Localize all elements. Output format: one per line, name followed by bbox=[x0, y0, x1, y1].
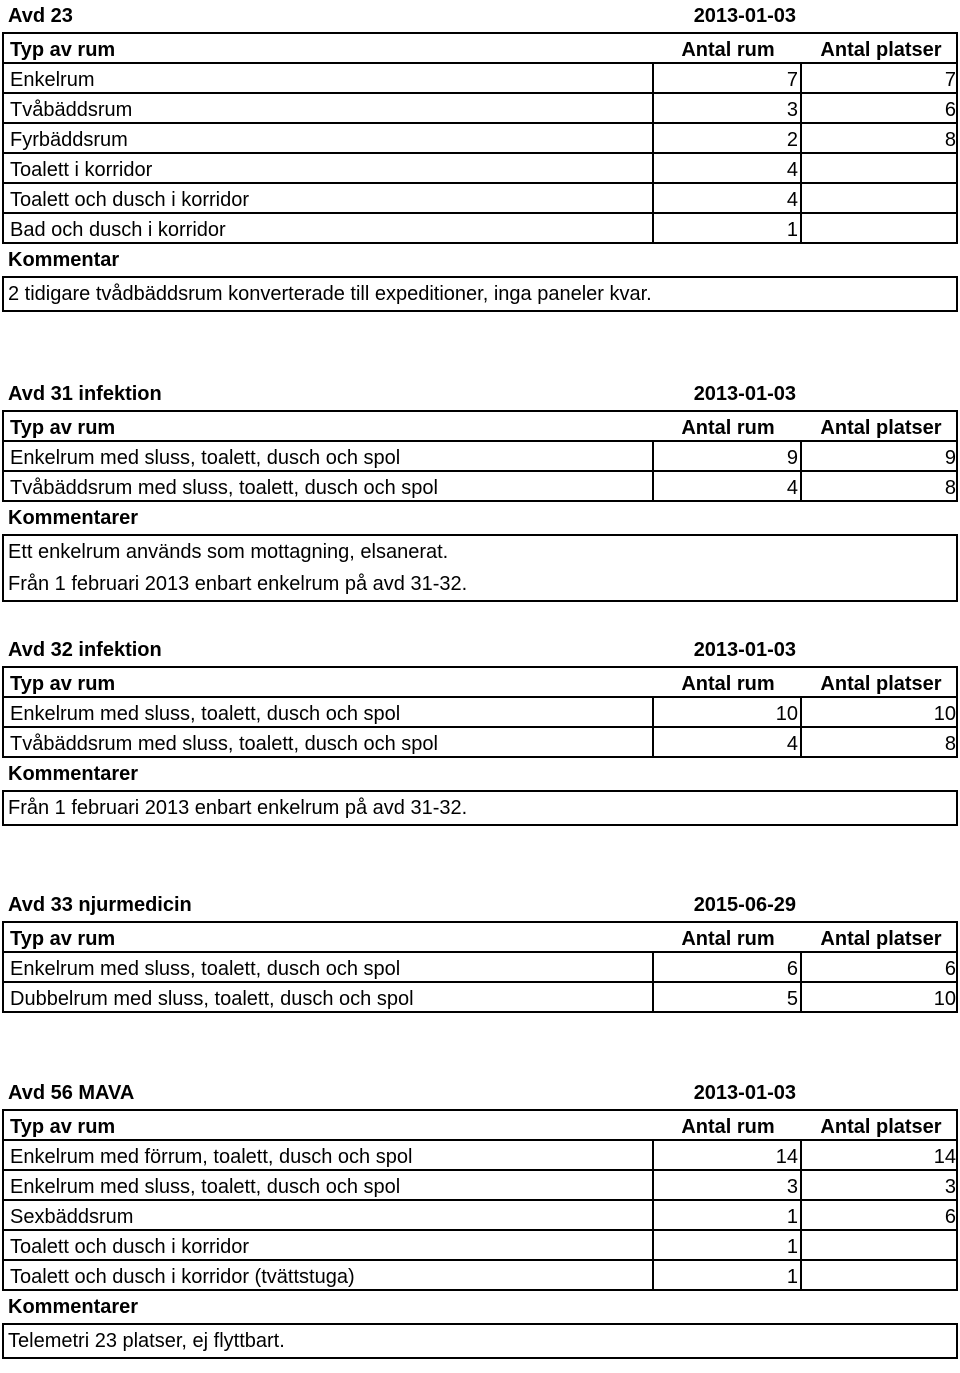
comment-label-row bbox=[2, 1291, 958, 1323]
comment-label-row bbox=[2, 758, 958, 790]
table-row bbox=[2, 62, 958, 94]
ward-section bbox=[2, 378, 958, 602]
ward-section bbox=[2, 1077, 958, 1359]
room-count-cell: 4 bbox=[786, 189, 798, 211]
comment-box bbox=[2, 1323, 958, 1359]
place-count-cell bbox=[802, 184, 960, 212]
table-row bbox=[2, 152, 958, 184]
table-row bbox=[2, 92, 958, 124]
ward-date: 2013-01-03 bbox=[693, 5, 796, 27]
place-count-cell: 6 bbox=[944, 958, 956, 980]
header-place-count: Antal platser bbox=[820, 928, 942, 950]
table-row bbox=[2, 726, 958, 758]
table-row bbox=[2, 1169, 958, 1201]
place-count-cell: 6 bbox=[944, 1206, 956, 1228]
table-row bbox=[2, 440, 958, 472]
place-count-cell bbox=[802, 214, 960, 242]
room-type-cell: Enkelrum bbox=[10, 69, 95, 91]
header-room-type: Typ av rum bbox=[10, 673, 116, 695]
room-count-cell: 6 bbox=[786, 958, 798, 980]
room-type-cell: Toalett och dusch i korridor bbox=[10, 189, 250, 211]
header-room-count: Antal rum bbox=[681, 39, 775, 61]
table-header-row bbox=[2, 32, 958, 64]
table-row bbox=[2, 981, 958, 1013]
room-type-cell: Enkelrum med sluss, toalett, dusch och spol bbox=[10, 447, 401, 469]
table-row bbox=[2, 122, 958, 154]
ward-title: Avd 31 infektion bbox=[8, 383, 162, 405]
ward-title-row bbox=[2, 634, 958, 666]
table-row bbox=[2, 470, 958, 502]
comment-label: Kommentar bbox=[8, 249, 120, 271]
comment-box bbox=[2, 790, 958, 826]
comment-label-row bbox=[2, 502, 958, 534]
room-type-cell: Enkelrum med sluss, toalett, dusch och spol bbox=[10, 703, 401, 725]
table-row bbox=[2, 696, 958, 728]
table-row bbox=[2, 1199, 958, 1231]
room-count-cell: 1 bbox=[786, 1206, 798, 1228]
header-place-count: Antal platser bbox=[820, 1116, 942, 1138]
table-header-row bbox=[2, 921, 958, 953]
room-count-cell: 7 bbox=[786, 69, 798, 91]
header-room-type: Typ av rum bbox=[10, 417, 116, 439]
ward-section bbox=[2, 0, 958, 312]
room-count-cell: 4 bbox=[786, 733, 798, 755]
room-count-cell: 4 bbox=[786, 159, 798, 181]
room-count-cell: 10 bbox=[775, 703, 798, 725]
place-count-cell: 6 bbox=[944, 99, 956, 121]
place-count-cell: 3 bbox=[944, 1176, 956, 1198]
place-count-cell: 14 bbox=[933, 1146, 956, 1168]
room-type-cell: Toalett och dusch i korridor bbox=[10, 1236, 250, 1258]
comment-label-row bbox=[2, 244, 958, 276]
ward-date: 2013-01-03 bbox=[693, 639, 796, 661]
header-room-count: Antal rum bbox=[681, 417, 775, 439]
place-count-cell: 8 bbox=[944, 129, 956, 151]
header-room-type: Typ av rum bbox=[10, 1116, 116, 1138]
table-row bbox=[2, 1139, 958, 1171]
table-row bbox=[2, 212, 958, 244]
header-room-count: Antal rum bbox=[681, 673, 775, 695]
room-type-cell: Toalett i korridor bbox=[10, 159, 153, 181]
ward-title-row bbox=[2, 0, 958, 32]
header-place-count: Antal platser bbox=[820, 417, 942, 439]
table-header-row bbox=[2, 410, 958, 442]
place-count-cell bbox=[802, 1261, 960, 1289]
place-count-cell: 10 bbox=[933, 703, 956, 725]
comment-label: Kommentarer bbox=[8, 1296, 139, 1318]
place-count-cell: 8 bbox=[944, 733, 956, 755]
room-count-cell: 1 bbox=[786, 219, 798, 241]
table-row bbox=[2, 951, 958, 983]
room-count-cell: 3 bbox=[786, 1176, 798, 1198]
room-type-cell: Tvåbäddsrum med sluss, toalett, dusch och spol bbox=[10, 477, 438, 499]
place-count-cell bbox=[802, 1231, 960, 1259]
ward-title-row bbox=[2, 889, 958, 921]
header-room-count: Antal rum bbox=[681, 928, 775, 950]
header-room-count: Antal rum bbox=[681, 1116, 775, 1138]
table-row bbox=[2, 1229, 958, 1261]
header-room-type: Typ av rum bbox=[10, 39, 116, 61]
room-count-cell: 9 bbox=[786, 447, 798, 469]
room-count-cell: 3 bbox=[786, 99, 798, 121]
table-row bbox=[2, 182, 958, 214]
ward-date: 2013-01-03 bbox=[693, 1082, 796, 1104]
place-count-cell: 7 bbox=[944, 69, 956, 91]
room-type-cell: Sexbäddsrum bbox=[10, 1206, 134, 1228]
ward-date: 2013-01-03 bbox=[693, 383, 796, 405]
comment-box bbox=[2, 276, 958, 312]
room-type-cell: Bad och dusch i korridor bbox=[10, 219, 226, 241]
room-type-cell: Tvåbäddsrum bbox=[10, 99, 133, 121]
header-place-count: Antal platser bbox=[820, 39, 942, 61]
comment-box bbox=[2, 534, 958, 602]
room-count-cell: 14 bbox=[775, 1146, 798, 1168]
ward-date: 2015-06-29 bbox=[693, 894, 796, 916]
header-room-type: Typ av rum bbox=[10, 928, 116, 950]
comment-label: Kommentarer bbox=[8, 763, 139, 785]
place-count-cell: 10 bbox=[933, 988, 956, 1010]
header-place-count: Antal platser bbox=[820, 673, 942, 695]
room-type-cell: Toalett och dusch i korridor (tvättstuga) bbox=[10, 1266, 355, 1288]
table-row bbox=[2, 1259, 958, 1291]
ward-title: Avd 32 infektion bbox=[8, 639, 162, 661]
ward-section bbox=[2, 634, 958, 826]
room-count-cell: 1 bbox=[786, 1236, 798, 1258]
place-count-cell: 9 bbox=[944, 447, 956, 469]
table-header-row bbox=[2, 1109, 958, 1141]
ward-section bbox=[2, 889, 958, 1013]
ward-title: Avd 23 bbox=[8, 5, 73, 27]
room-count-cell: 1 bbox=[786, 1266, 798, 1288]
room-type-cell: Enkelrum med sluss, toalett, dusch och spol bbox=[10, 958, 401, 980]
room-type-cell: Dubbelrum med sluss, toalett, dusch och spol bbox=[10, 988, 414, 1010]
comment-text: 2 tidigare tvådbäddsrum konverterade till expeditioner, inga paneler kvar. bbox=[8, 283, 652, 305]
place-count-cell: 8 bbox=[944, 477, 956, 499]
comment-text: Ett enkelrum används som mottagning, elsanerat. bbox=[8, 541, 449, 563]
ward-title-row bbox=[2, 378, 958, 410]
room-type-cell: Tvåbäddsrum med sluss, toalett, dusch och spol bbox=[10, 733, 438, 755]
room-count-cell: 4 bbox=[786, 477, 798, 499]
room-type-cell: Enkelrum med sluss, toalett, dusch och spol bbox=[10, 1176, 401, 1198]
comment-text: Telemetri 23 platser, ej flyttbart. bbox=[8, 1330, 285, 1352]
ward-title: Avd 56 MAVA bbox=[8, 1082, 135, 1104]
room-type-cell: Fyrbäddsrum bbox=[10, 129, 128, 151]
room-count-cell: 2 bbox=[786, 129, 798, 151]
comment-text: Från 1 februari 2013 enbart enkelrum på avd 31-32. bbox=[8, 797, 468, 819]
room-count-cell: 5 bbox=[786, 988, 798, 1010]
ward-title: Avd 33 njurmedicin bbox=[8, 894, 192, 916]
comment-label: Kommentarer bbox=[8, 507, 139, 529]
table-header-row bbox=[2, 666, 958, 698]
comment-text: Från 1 februari 2013 enbart enkelrum på avd 31-32. bbox=[8, 573, 468, 595]
room-type-cell: Enkelrum med förrum, toalett, dusch och spol bbox=[10, 1146, 413, 1168]
place-count-cell bbox=[802, 154, 960, 182]
ward-title-row bbox=[2, 1077, 958, 1109]
